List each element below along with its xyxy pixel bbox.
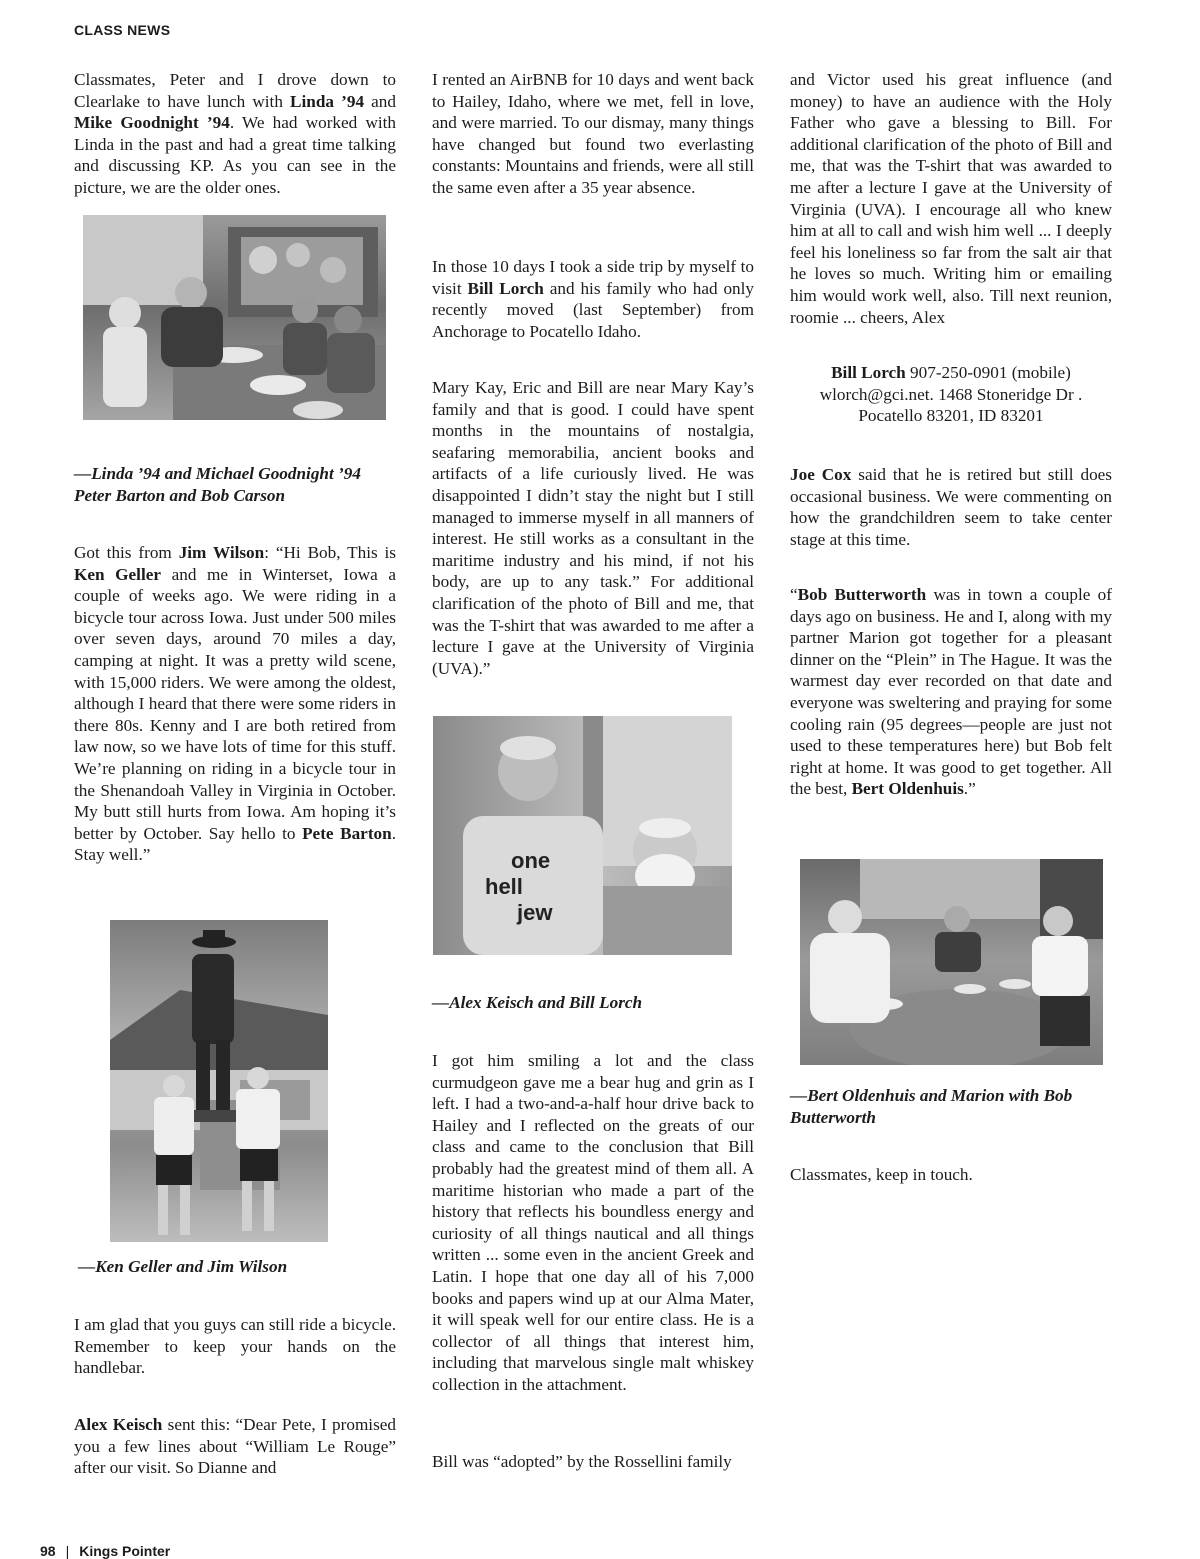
publication-name: Kings Pointer (79, 1543, 171, 1559)
shirt-text-line-1: one (511, 848, 551, 873)
contact-name: Bill Lorch (831, 363, 906, 382)
column-1-paragraph-1: Classmates, Peter and I drove down to Clearlake to have lunch with Linda ’94 and Mike Goodnight ’94. We had worked with Linda in the past and had a great time talking and discussing KP. As you can see in the picture, we are the older ones. (74, 70, 396, 197)
name-pete-barton: Pete Barton (302, 823, 392, 843)
column-3-paragraph-1: and Victor used his great influence (and money) to have an audience with the Holy Father who gave a blessing to Bill. For additional clarification of the photo of Bill and me, that was the T-shirt that was awarded to me after a lecture I gave at the University of Virginia (UVA). I encourage all who knew him at all to call and wish him well ... I deeply feel his loneliness so far from the salt air that he loves so much. Writing him or emailing him would work well, also. Till next reunion, roomie ... cheers, Alex (790, 70, 1112, 327)
footer-separator: | (65, 1543, 70, 1559)
name-jim-wilson: Jim Wilson (178, 543, 265, 562)
photo-caption-cyclists: —Ken Geller and Jim Wilson (78, 1257, 288, 1276)
page-footer (40, 1543, 170, 1559)
shirt-text-line-2: hell (485, 874, 523, 899)
column-1-paragraph-3: I am glad that you guys can still ride a bicycle. Remember to keep your hands on the handlebar. (74, 1315, 396, 1378)
photo-caption-lunch: —Linda ’94 and Michael Goodnight ’94 Peter Barton and Bob Carson (74, 464, 361, 505)
column-1-paragraph-4: Alex Keisch sent this: “Dear Pete, I promised you a few lines about “William Le Rouge” after our visit. So Dianne and (74, 1415, 396, 1478)
alex-and-bill-photo (433, 716, 732, 955)
name-alex-keisch: Alex Keisch (74, 1415, 163, 1434)
lunch-group-photo (83, 215, 386, 420)
column-2-paragraph-4: I got him smiling a lot and the class curmudgeon gave me a bear hug and grin as I left. I had a two-and-a-half hour drive back to Hailey and I reflected on the greats of our class and came to the conclusion that Bill probably had the greatest mind of them all. A maritime historian who made a part of the history that reflects his boundless energy and curiosity of all things nautical and all things written ... some even in the ancient Greek and Latin. I hope that one day all of his 7,000 books and papers wind up at our Alma Mater, it will speak well for our entire class. He is a collector of all things that interest him, including that marvelous single malt whiskey collection in the attachment. (432, 1051, 754, 1394)
column-2-paragraph-2: In those 10 days I took a side trip by myself to visit Bill Lorch and his family who had only recently moved (last September) from Anchorage to Pocatello Idaho. (432, 257, 755, 341)
column-3-paragraph-4: Classmates, keep in touch. (790, 1165, 973, 1184)
column-1-paragraph-2: Got this from Jim Wilson: “Hi Bob, This is Ken Geller and me in Winterset, Iowa a couple of weeks ago. We were riding in a bicycle tour across Iowa. Just under 500 miles over seven days, around 70 miles a day, camping at night. It was a pretty wild scene, with 15,000 riders. We were among the oldest, although I heard that there were some riders in there 80s. Kenny and I are both retired from law now, so we have lots of time for this stuff. We’re planning on riding in a bicycle tour in the Shenandoah Valley in Virginia in October. My butt still hurts from Iowa. Am hoping it’s better by October. Say hello to Pete Barton. Stay well.” (74, 543, 396, 865)
name-bill-lorch: Bill Lorch (467, 278, 544, 298)
name-bert-oldenhuis: Bert Oldenhuis (851, 779, 964, 799)
column-3-paragraph-3: “Bob Butterworth was in town a couple of days ago on business. He and I, along with my partner Marion got together for a pleasant dinner on the “Plein” in The Hague. It was the warmest day ever recorded on that date and everyone was sweltering and praying for some cooling rain (95 degrees—people are just not used to these temperatures here) but Bob felt right at home. It was good to get together. All the best, Bert Oldenhuis.” (790, 585, 1112, 799)
name-linda: Linda ’94 (290, 91, 365, 111)
column-2-paragraph-1: I rented an AirBNB for 10 days and went back to Hailey, Idaho, where we met, fell in love, and were married. To our dismay, many things have changed but found two everlasting constants: Mountains and friends, were all still the same even after a 35 year absence. (432, 70, 754, 197)
contact-block: Bill Lorch 907-250-0901 (mobile) wlorch@gci.net. 1468 Stoneridge Dr . Pocatello 83201, ID 83201 (790, 362, 1112, 427)
name-bob-butterworth: Bob Butterworth (797, 585, 927, 604)
shirt-text-line-3: jew (517, 900, 553, 925)
page-number: 98 (40, 1543, 56, 1559)
column-3-paragraph-2: Joe Cox said that he is retired but still does occasional business. We were commenting on how the grandchildren seem to take center stage at this time. (790, 465, 1112, 549)
photo-caption-dinner: —Bert Oldenhuis and Marion with Bob Butterworth (790, 1086, 1073, 1127)
name-joe-cox: Joe Cox (790, 465, 852, 484)
name-ken-geller: Ken Geller (74, 564, 161, 584)
contact-city: Pocatello 83201, ID 83201 (858, 406, 1044, 426)
dinner-group-photo (800, 859, 1103, 1065)
cyclists-statue-photo (110, 920, 328, 1242)
column-2-paragraph-5: Bill was “adopted” by the Rossellini family (432, 1452, 732, 1471)
name-mike-goodnight: Mike Goodnight ’94 (74, 113, 230, 133)
section-label: CLASS NEWS (74, 22, 171, 38)
contact-email-address: wlorch@gci.net. 1468 Stoneridge Dr . (819, 384, 1083, 404)
photo-caption-alex-bill: —Alex Keisch and Bill Lorch (432, 993, 643, 1012)
column-2-paragraph-3: Mary Kay, Eric and Bill are near Mary Kay’s family and that is good. I could have spent months in the mountains of nostalgia, seafaring memorabilia, ancient books and artifacts of a life curiously lived. He was disappointed I didn’t stay the night but I still managed to immerse myself in all manners of interest. He still works as a consultant in the maritime industry and his mind, if not his body, are up to any task.” For additional clarification of the photo of Bill and me, that was the T-shirt that was awarded to me after a lecture I gave at the University of Virginia (UVA).” (432, 378, 754, 678)
